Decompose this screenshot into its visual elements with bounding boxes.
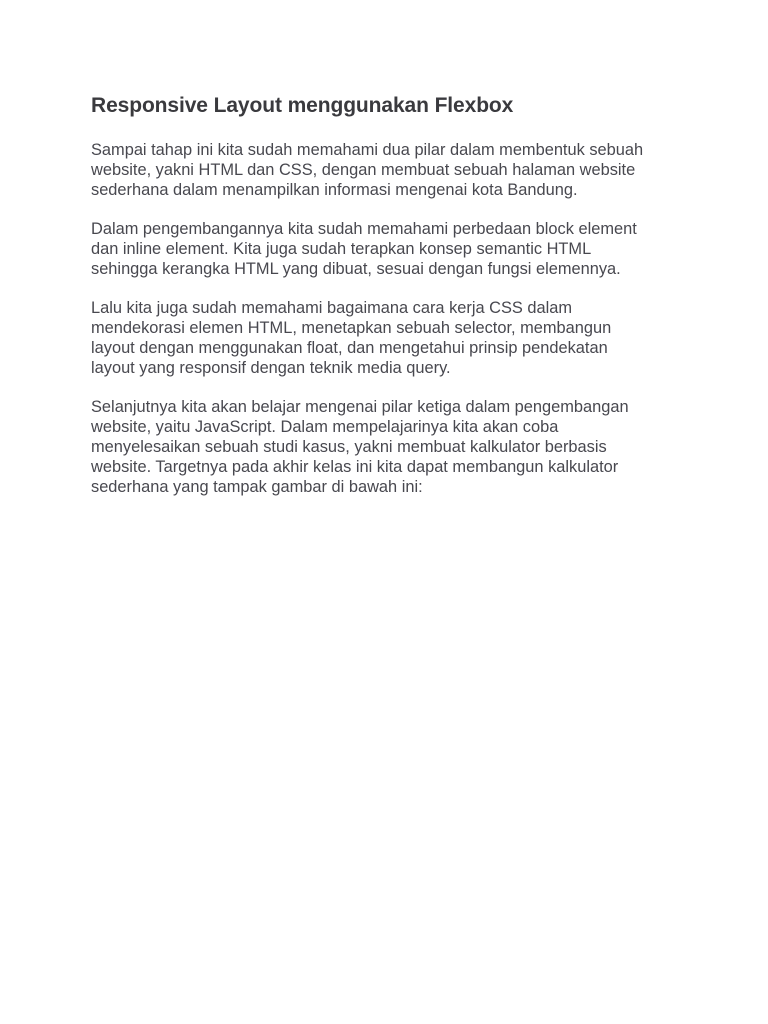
paragraph-line: menyelesaikan sebuah studi kasus, yakni membuat kalkulator berbasis	[91, 438, 607, 456]
document-title: Responsive Layout menggunakan Flexbox	[91, 94, 514, 117]
paragraph-1	[91, 140, 691, 200]
paragraph-line: sehingga kerangka HTML yang dibuat, sesuai dengan fungsi elemennya.	[91, 260, 621, 278]
paragraph-line: layout yang responsif dengan teknik media query.	[91, 359, 451, 377]
paragraph-line: Lalu kita juga sudah memahami bagaimana cara kerja CSS dalam	[91, 299, 573, 317]
paragraph-line: Selanjutnya kita akan belajar mengenai pilar ketiga dalam pengembangan	[91, 398, 629, 416]
document-page	[91, 92, 691, 516]
paragraph-line: sederhana dalam menampilkan informasi mengenai kota Bandung.	[91, 181, 578, 199]
paragraph-line: website, yakni HTML dan CSS, dengan membuat sebuah halaman website	[91, 161, 636, 179]
paragraph-line: website. Targetnya pada akhir kelas ini kita dapat membangun kalkulator	[91, 458, 619, 476]
paragraph-line: mendekorasi elemen HTML, menetapkan sebuah selector, membangun	[91, 319, 612, 337]
paragraph-line: website, yaitu JavaScript. Dalam mempelajarinya kita akan coba	[91, 418, 559, 436]
paragraph-2	[91, 219, 691, 279]
paragraph-line: layout dengan menggunakan float, dan mengetahui prinsip pendekatan	[91, 339, 608, 357]
paragraph-3	[91, 298, 691, 378]
paragraph-line: Sampai tahap ini kita sudah memahami dua pilar dalam membentuk sebuah	[91, 141, 644, 159]
paragraph-line: Dalam pengembangannya kita sudah memahami perbedaan block element	[91, 220, 637, 238]
paragraph-4	[91, 397, 691, 497]
paragraph-line: sederhana yang tampak gambar di bawah ini:	[91, 478, 423, 496]
paragraph-line: dan inline element. Kita juga sudah terapkan konsep semantic HTML	[91, 240, 592, 258]
